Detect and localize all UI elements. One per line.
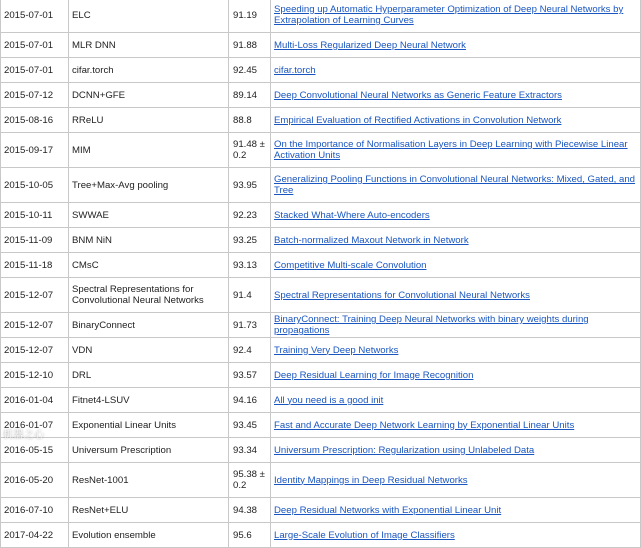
score-cell: 92.4 — [229, 338, 271, 363]
paper-cell — [271, 498, 641, 523]
paper-cell — [271, 133, 641, 168]
method-cell: Tree+Max-Avg pooling — [69, 168, 229, 203]
paper-link[interactable]: Generalizing Pooling Functions in Convolutional Neural Networks: Mixed, Gated, and Tree — [274, 174, 636, 196]
score-cell: 94.16 — [229, 388, 271, 413]
score-cell: 95.38 ± 0.2 — [229, 463, 271, 498]
paper-cell — [271, 253, 641, 278]
date-cell: 2015-11-09 — [1, 228, 69, 253]
paper-link[interactable]: Deep Convolutional Neural Networks as Generic Feature Extractors — [274, 89, 562, 101]
score-cell: 91.73 — [229, 313, 271, 338]
score-cell: 91.4 — [229, 278, 271, 313]
method-cell: Spectral Representations for Convolutional Neural Networks — [69, 278, 229, 313]
method-cell: MLR DNN — [69, 33, 229, 58]
paper-link[interactable]: Large-Scale Evolution of Image Classifiers — [274, 529, 455, 541]
date-cell: 2015-12-10 — [1, 363, 69, 388]
method-cell: Evolution ensemble — [69, 523, 229, 548]
table-row — [1, 133, 641, 168]
paper-link[interactable]: Speeding up Automatic Hyperparameter Optimization of Deep Neural Networks by Extrapolation of Learning Curves — [274, 4, 624, 26]
date-cell: 2015-07-01 — [1, 58, 69, 83]
paper-link[interactable]: Competitive Multi-scale Convolution — [274, 259, 427, 271]
score-cell: 88.8 — [229, 108, 271, 133]
paper-cell — [271, 523, 641, 548]
date-cell: 2015-08-16 — [1, 108, 69, 133]
table-row — [1, 338, 641, 363]
paper-link[interactable]: Training Very Deep Networks — [274, 344, 399, 356]
date-cell: 2016-07-10 — [1, 498, 69, 523]
method-cell: Exponential Linear Units — [69, 413, 229, 438]
paper-cell — [271, 168, 641, 203]
table-row — [1, 203, 641, 228]
method-cell: RReLU — [69, 108, 229, 133]
paper-cell — [271, 413, 641, 438]
table-row — [1, 168, 641, 203]
paper-cell — [271, 363, 641, 388]
paper-link[interactable]: Universum Prescription: Regularization using Unlabeled Data — [274, 444, 535, 456]
paper-cell — [271, 388, 641, 413]
method-cell: ELC — [69, 0, 229, 33]
method-cell: DCNN+GFE — [69, 83, 229, 108]
date-cell: 2015-10-11 — [1, 203, 69, 228]
method-cell: CMsC — [69, 253, 229, 278]
table-row — [1, 253, 641, 278]
table-row — [1, 363, 641, 388]
table-row — [1, 228, 641, 253]
score-cell: 95.6 — [229, 523, 271, 548]
score-cell: 93.34 — [229, 438, 271, 463]
paper-cell — [271, 0, 641, 33]
date-cell: 2015-12-07 — [1, 278, 69, 313]
score-cell: 92.45 — [229, 58, 271, 83]
paper-link[interactable]: All you need is a good init — [274, 394, 384, 406]
date-cell: 2015-07-12 — [1, 83, 69, 108]
paper-link[interactable]: Multi-Loss Regularized Deep Neural Network — [274, 39, 466, 51]
paper-cell — [271, 338, 641, 363]
watermark: 机器之心 — [3, 430, 45, 441]
score-cell: 91.88 — [229, 33, 271, 58]
paper-link[interactable]: BinaryConnect: Training Deep Neural Networks with binary weights during propagations — [274, 314, 589, 336]
date-cell: 2015-09-17 — [1, 133, 69, 168]
paper-link[interactable]: Identity Mappings in Deep Residual Networks — [274, 474, 468, 486]
score-cell: 93.25 — [229, 228, 271, 253]
table-row — [1, 523, 641, 548]
paper-cell — [271, 83, 641, 108]
paper-cell — [271, 228, 641, 253]
method-cell: Universum Prescription — [69, 438, 229, 463]
method-cell: MIM — [69, 133, 229, 168]
table-row — [1, 463, 641, 498]
method-cell: cifar.torch — [69, 58, 229, 83]
paper-link[interactable]: Deep Residual Networks with Exponential Linear Unit — [274, 504, 502, 516]
method-cell: ResNet+ELU — [69, 498, 229, 523]
paper-cell — [271, 313, 641, 338]
score-cell: 93.45 — [229, 413, 271, 438]
paper-cell — [271, 108, 641, 133]
date-cell: 2016-05-15 — [1, 438, 69, 463]
method-cell: Fitnet4-LSUV — [69, 388, 229, 413]
method-cell: VDN — [69, 338, 229, 363]
score-cell: 89.14 — [229, 83, 271, 108]
date-cell: 2015-12-07 — [1, 313, 69, 338]
table-row — [1, 278, 641, 313]
table-row — [1, 33, 641, 58]
paper-cell — [271, 58, 641, 83]
table-row — [1, 438, 641, 463]
score-cell: 93.57 — [229, 363, 271, 388]
score-cell: 94.38 — [229, 498, 271, 523]
table-row — [1, 388, 641, 413]
table-row — [1, 498, 641, 523]
date-cell: 2016-01-04 — [1, 388, 69, 413]
paper-link[interactable]: On the Importance of Normalisation Layers in Deep Learning with Piecewise Linear Activation Units — [274, 139, 628, 161]
date-cell: 2015-07-01 — [1, 0, 69, 33]
date-cell: 2016-01-07 — [1, 413, 69, 438]
method-cell: ResNet-1001 — [69, 463, 229, 498]
paper-link[interactable]: Spectral Representations for Convolutional Neural Networks — [274, 289, 530, 301]
date-cell: 2015-10-05 — [1, 168, 69, 203]
paper-link[interactable]: Fast and Accurate Deep Network Learning by Exponential Linear Units — [274, 419, 575, 431]
date-cell: 2016-05-20 — [1, 463, 69, 498]
method-cell: BinaryConnect — [69, 313, 229, 338]
date-cell: 2017-04-22 — [1, 523, 69, 548]
table-row — [1, 58, 641, 83]
paper-link[interactable]: Batch-normalized Maxout Network in Network — [274, 234, 469, 246]
date-cell: 2015-12-07 — [1, 338, 69, 363]
paper-cell — [271, 33, 641, 58]
score-cell: 93.95 — [229, 168, 271, 203]
paper-link[interactable]: cifar.torch — [274, 64, 316, 76]
score-cell: 93.13 — [229, 253, 271, 278]
table-row — [1, 413, 641, 438]
method-cell: BNM NiN — [69, 228, 229, 253]
paper-cell — [271, 203, 641, 228]
table-row — [1, 83, 641, 108]
paper-link[interactable]: Deep Residual Learning for Image Recognition — [274, 369, 474, 381]
score-cell: 92.23 — [229, 203, 271, 228]
paper-link[interactable]: Empirical Evaluation of Rectified Activations in Convolution Network — [274, 114, 562, 126]
date-cell: 2015-11-18 — [1, 253, 69, 278]
date-cell: 2015-07-01 — [1, 33, 69, 58]
paper-cell — [271, 278, 641, 313]
table-row — [1, 0, 641, 33]
method-cell: DRL — [69, 363, 229, 388]
score-cell: 91.48 ± 0.2 — [229, 133, 271, 168]
score-cell: 91.19 — [229, 0, 271, 33]
table-row — [1, 313, 641, 338]
paper-cell — [271, 438, 641, 463]
method-cell: SWWAE — [69, 203, 229, 228]
table-row — [1, 108, 641, 133]
paper-link[interactable]: Stacked What-Where Auto-encoders — [274, 209, 430, 221]
paper-cell — [271, 463, 641, 498]
